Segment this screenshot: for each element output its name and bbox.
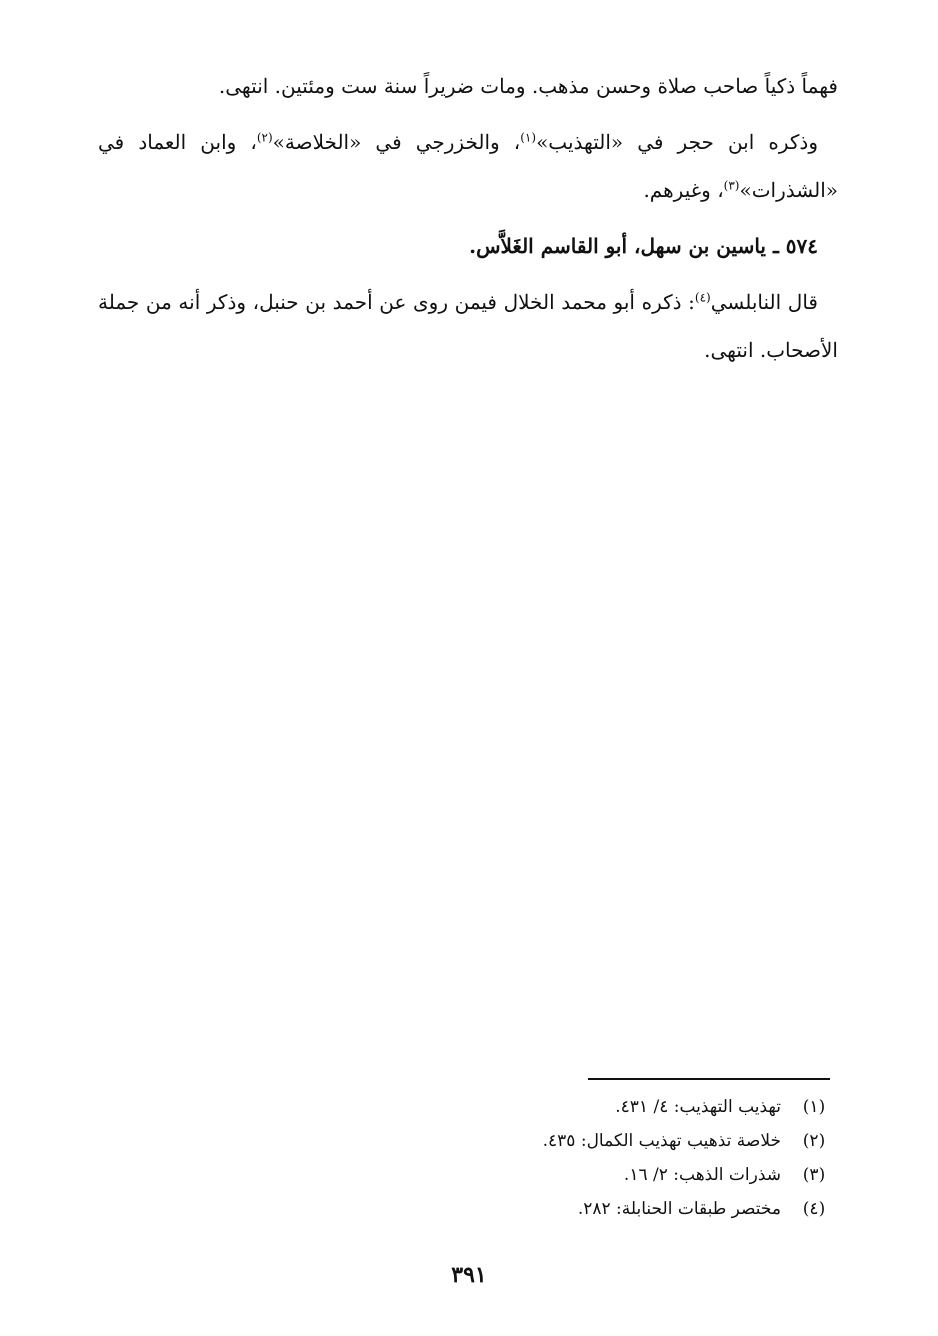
text-run: : ذكره أبو محمد الخلال فيمن روى عن أحمد بن حنبل، وذكر أنه من جملة الأصحاب. انتهى. [98, 290, 838, 362]
entry-heading [98, 222, 838, 270]
text-run: وذكره ابن حجر في «التهذيب» [536, 130, 818, 154]
text-run: ، وغيرهم. [643, 178, 724, 202]
footnote-text: خلاصة تذهيب تهذيب الكمال: ٤٣٥. [542, 1131, 781, 1151]
footnote-number: (١) [802, 1097, 826, 1117]
text-run: ، والخزرجي في «الخلاصة» [272, 130, 521, 154]
footnote-number: (٢) [802, 1131, 826, 1151]
footnote-item [300, 1192, 833, 1226]
footnote-ref-1: (١) [520, 130, 537, 145]
footnote-ref-2: (٢) [256, 130, 273, 145]
footnotes-section [300, 1090, 833, 1226]
paragraph-references [98, 118, 838, 214]
footnote-item [300, 1124, 833, 1158]
paragraph-text [98, 278, 838, 374]
entry-heading-text: ٥٧٤ ـ ياسين بن سهل، أبو القاسم الغَلاَّس. [469, 234, 818, 258]
footnote-text: تهذيب التهذيب: ٤/ ٤٣١. [615, 1097, 781, 1117]
footnote-divider [588, 1078, 830, 1080]
footnote-ref-3: (٣) [723, 178, 740, 193]
footnote-item [300, 1090, 833, 1124]
paragraph-entry-body [98, 278, 838, 374]
footnote-ref-4: (٤) [694, 290, 711, 305]
footnote-text: شذرات الذهب: ٢/ ١٦. [623, 1165, 781, 1185]
footnote-number: (٤) [802, 1199, 826, 1219]
text-run: ، وابن العماد في «الشذرات» [98, 130, 838, 202]
page-number: ٣٩١ [451, 1262, 487, 1288]
text-run: قال النابلسي [710, 290, 818, 314]
paragraph-continuation [98, 62, 838, 110]
footnote-item [300, 1158, 833, 1192]
footnote-text: مختصر طبقات الحنابلة: ٢٨٢. [577, 1199, 781, 1219]
footnote-number: (٣) [802, 1165, 826, 1185]
paragraph-text [98, 118, 838, 214]
paragraph-text: فهماً ذكياً صاحب صلاة وحسن مذهب. ومات ضريراً سنة ست ومئتين. انتهى. [218, 74, 838, 98]
